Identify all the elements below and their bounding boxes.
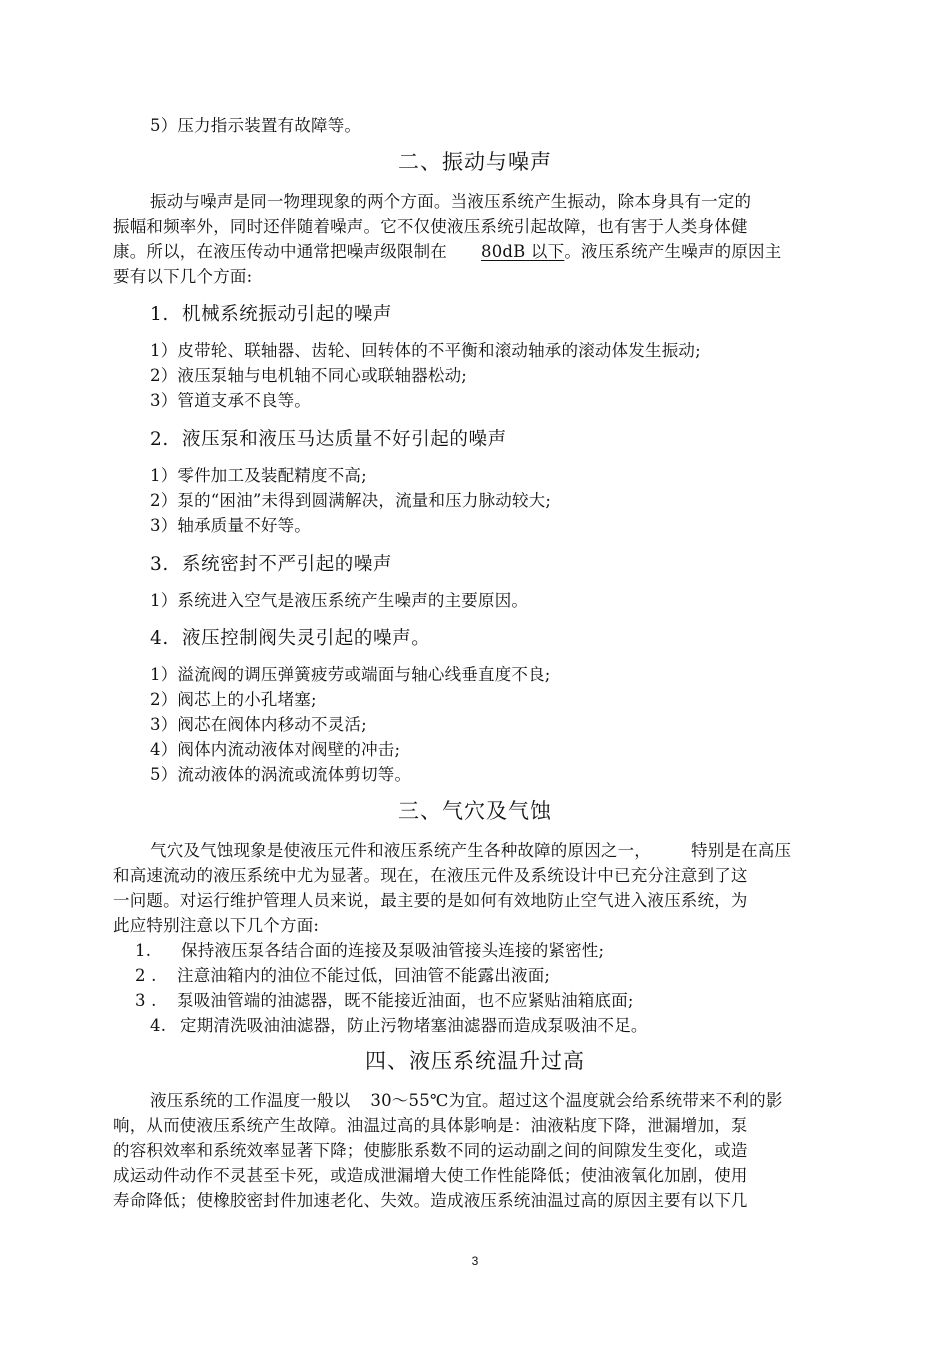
list-item: 3）阀芯在阀体内移动不灵活;: [150, 715, 367, 734]
paragraph-line: 的容积效率和系统效率显著下降；使膨胀系数不同的运动副之间的间隙发生变化，或造: [113, 1141, 748, 1160]
section-heading-vibration-noise: 二、振动与噪声: [398, 150, 552, 174]
list-item: 4. 定期清洗吸油油滤器，防止污物堵塞油滤器而造成泵吸油不足。: [150, 1016, 648, 1035]
paragraph-line: 成运动件动作不灵甚至卡死，或造成泄漏增大使工作性能降低；使油液氧化加剧，使用: [113, 1166, 748, 1185]
paragraph-text: 康。所以，在液压传动中通常把噪声级限制在: [113, 242, 447, 261]
list-item: 3）轴承质量不好等。: [150, 516, 311, 535]
paragraph-text: 。液压系统产生噪声的原因主: [564, 242, 782, 261]
paragraph-line: 响，从而使液压系统产生故障。油温过高的具体影响是：油液粘度下降，泄漏增加，泵: [113, 1116, 748, 1135]
paragraph-line: 此应特别注意以下几个方面:: [113, 916, 320, 935]
list-item: 2 . 注意油箱内的油位不能过低，回油管不能露出液面;: [135, 966, 551, 985]
paragraph-line: 一问题。对运行维护管理人员来说，最主要的是如何有效地防止空气进入液压系统，为: [113, 891, 748, 910]
list-item: 5）压力指示装置有故障等。: [150, 116, 362, 135]
list-item: 1）零件加工及装配精度不高;: [150, 466, 367, 485]
list-item: 1）溢流阀的调压弹簧疲劳或端面与轴心线垂直度不良;: [150, 665, 551, 684]
subsection-heading-1: 1. 机械系统振动引起的噪声: [150, 304, 393, 325]
paragraph-line: [150, 1090, 783, 1112]
list-item: 1）皮带轮、联轴器、齿轮、回转体的不平衡和滚动轴承的滚动体发生振动;: [150, 341, 701, 360]
section-heading-temperature-rise: 四、液压系统温升过高: [365, 1049, 585, 1073]
list-item: 5）流动液体的涡流或流体剪切等。: [150, 765, 412, 784]
list-item: 4）阀体内流动液体对阀壁的冲击;: [150, 740, 401, 759]
page-number: 3: [471, 1254, 479, 1268]
paragraph-line: 振动与噪声是同一物理现象的两个方面。当液压系统产生振动，除本身具有一定的: [150, 192, 752, 211]
list-item: 1. 保持液压泵各结合面的连接及泵吸油管接头连接的紧密性;: [135, 941, 605, 960]
paragraph-text: 气穴及气蚀现象是使液压元件和液压系统产生各种故障的原因之一，: [150, 841, 651, 860]
list-item: 3 . 泵吸油管端的油滤器，既不能接近油面，也不应紧贴油箱底面;: [135, 991, 634, 1010]
subsection-heading-2: 2. 液压泵和液压马达质量不好引起的噪声: [150, 429, 507, 450]
section-heading-cavitation: 三、气穴及气蚀: [398, 799, 552, 823]
paragraph-line: [150, 840, 791, 862]
list-item: 2）液压泵轴与电机轴不同心或联轴器松动;: [150, 366, 468, 385]
list-item: 2）泵的“困油”未得到圆满解决，流量和压力脉动较大;: [150, 491, 552, 510]
paragraph-text: 液压系统的工作温度一般以: [150, 1091, 351, 1110]
paragraph-text: 30～55℃为宜。超过这个温度就会给系统带来不利的影: [370, 1091, 783, 1110]
paragraph-line: [113, 241, 781, 263]
list-item: 1）系统进入空气是液压系统产生噪声的主要原因。: [150, 591, 529, 610]
paragraph-text: 特别是在高压: [691, 841, 792, 860]
subsection-heading-3: 3. 系统密封不严引起的噪声: [150, 554, 393, 575]
paragraph-line: 要有以下几个方面:: [113, 267, 253, 286]
paragraph-line: 和高速流动的液压系统中尤为显著。现在，在液压元件及系统设计中已充分注意到了这: [113, 866, 748, 885]
noise-limit-value: 80dB 以下: [481, 242, 565, 261]
paragraph-line: 振幅和频率外，同时还伴随着噪声。它不仅使液压系统引起故障，也有害于人类身体健: [113, 217, 748, 236]
subsection-heading-4: 4. 液压控制阀失灵引起的噪声。: [150, 628, 431, 649]
list-item: 3）管道支承不良等。: [150, 391, 311, 410]
paragraph-line: 寿命降低；使橡胶密封件加速老化、失效。造成液压系统油温过高的原因主要有以下几: [113, 1191, 748, 1210]
list-item: 2）阀芯上的小孔堵塞;: [150, 690, 317, 709]
